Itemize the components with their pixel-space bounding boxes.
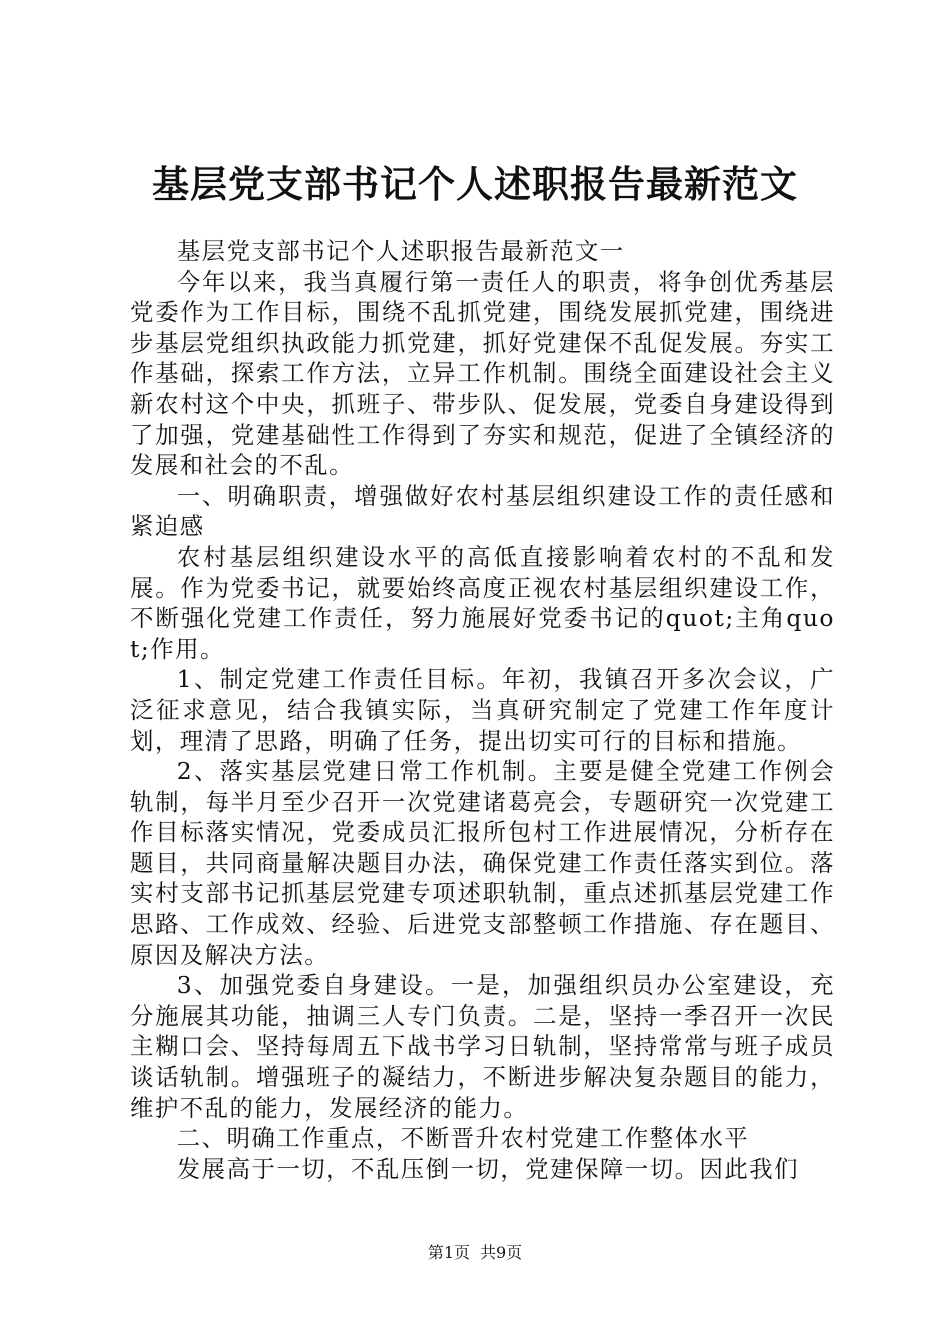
paragraph-item-3: 3、加强党委自身建设。一是，加强组织员办公室建设，充分施展其功能，抽调三人专门负责。二是，坚持一季召开一次民主糊口会、坚持每周五下战书学习日轨制，坚持常常与班子成员谈话轨制。增强班子的凝结力，不断进步解决复杂题目的能力，维护不乱的能力，发展经济的能力。 xyxy=(130,971,835,1122)
paragraph-subtitle: 基层党支部书记个人述职报告最新范文一 xyxy=(176,237,625,265)
paragraph-intro: 今年以来，我当真履行第一责任人的职责，将争创优秀基层党委作为工作目标，围绕不乱抓党建，围绕发展抓党建，围绕进步基层党组织执政能力抓党建，抓好党建保不乱促发展。夯实工作基础，探索工作方法，立异工作机制。围绕全面建设社会主义新农村这个中央，抓班子、带步队、促发展，党委自身建设得到了加强，党建基础性工作得到了夯实和规范，促进了全镇经济的发展和社会的不乱。 xyxy=(130,267,835,480)
page-number: 第1页 xyxy=(427,1243,470,1262)
document-body xyxy=(130,236,835,1184)
paragraph: 农村基层组织建设水平的高低直接影响着农村的不乱和发展。作为党委书记，就要始终高度正视农村基层组织建设工作，不断强化党建工作责任，努力施展好党委书记的quot;主角quot;作用。 xyxy=(130,542,835,663)
paragraph: 发展高于一切，不乱压倒一切，党建保障一切。因此我们 xyxy=(176,1154,800,1183)
paragraph-item-1: 1、制定党建工作责任目标。年初，我镇召开多次会议，广泛征求意见，结合我镇实际，当真研究制定了党建工作年度计划，理清了思路，明确了任务，提出切实可行的目标和措施。 xyxy=(130,665,835,755)
paragraph-item-2: 2、落实基层党建日常工作机制。主要是健全党建工作例会轨制，每半月至少召开一次党建诸葛亮会，专题研究一次党建工作目标落实情况，党委成员汇报所包村工作进展情况，分析存在题目，共同商量解决题目办法，确保党建工作责任落实到位。落实村支部书记抓基层党建专项述职轨制，重点述抓基层党建工作思路、工作成效、经验、后进党支部整顿工作措施、存在题目、原因及解决方法。 xyxy=(130,757,835,969)
page-footer xyxy=(0,1243,950,1263)
document-title: 基层党支部书记个人述职报告最新范文 xyxy=(152,162,798,206)
page-total: 共9页 xyxy=(480,1243,523,1262)
section-heading-1: 一、明确职责，增强做好农村基层组织建设工作的责任感和紧迫感 xyxy=(130,481,835,541)
section-heading-2: 二、明确工作重点，不断晋升农村党建工作整体水平 xyxy=(176,1124,750,1153)
